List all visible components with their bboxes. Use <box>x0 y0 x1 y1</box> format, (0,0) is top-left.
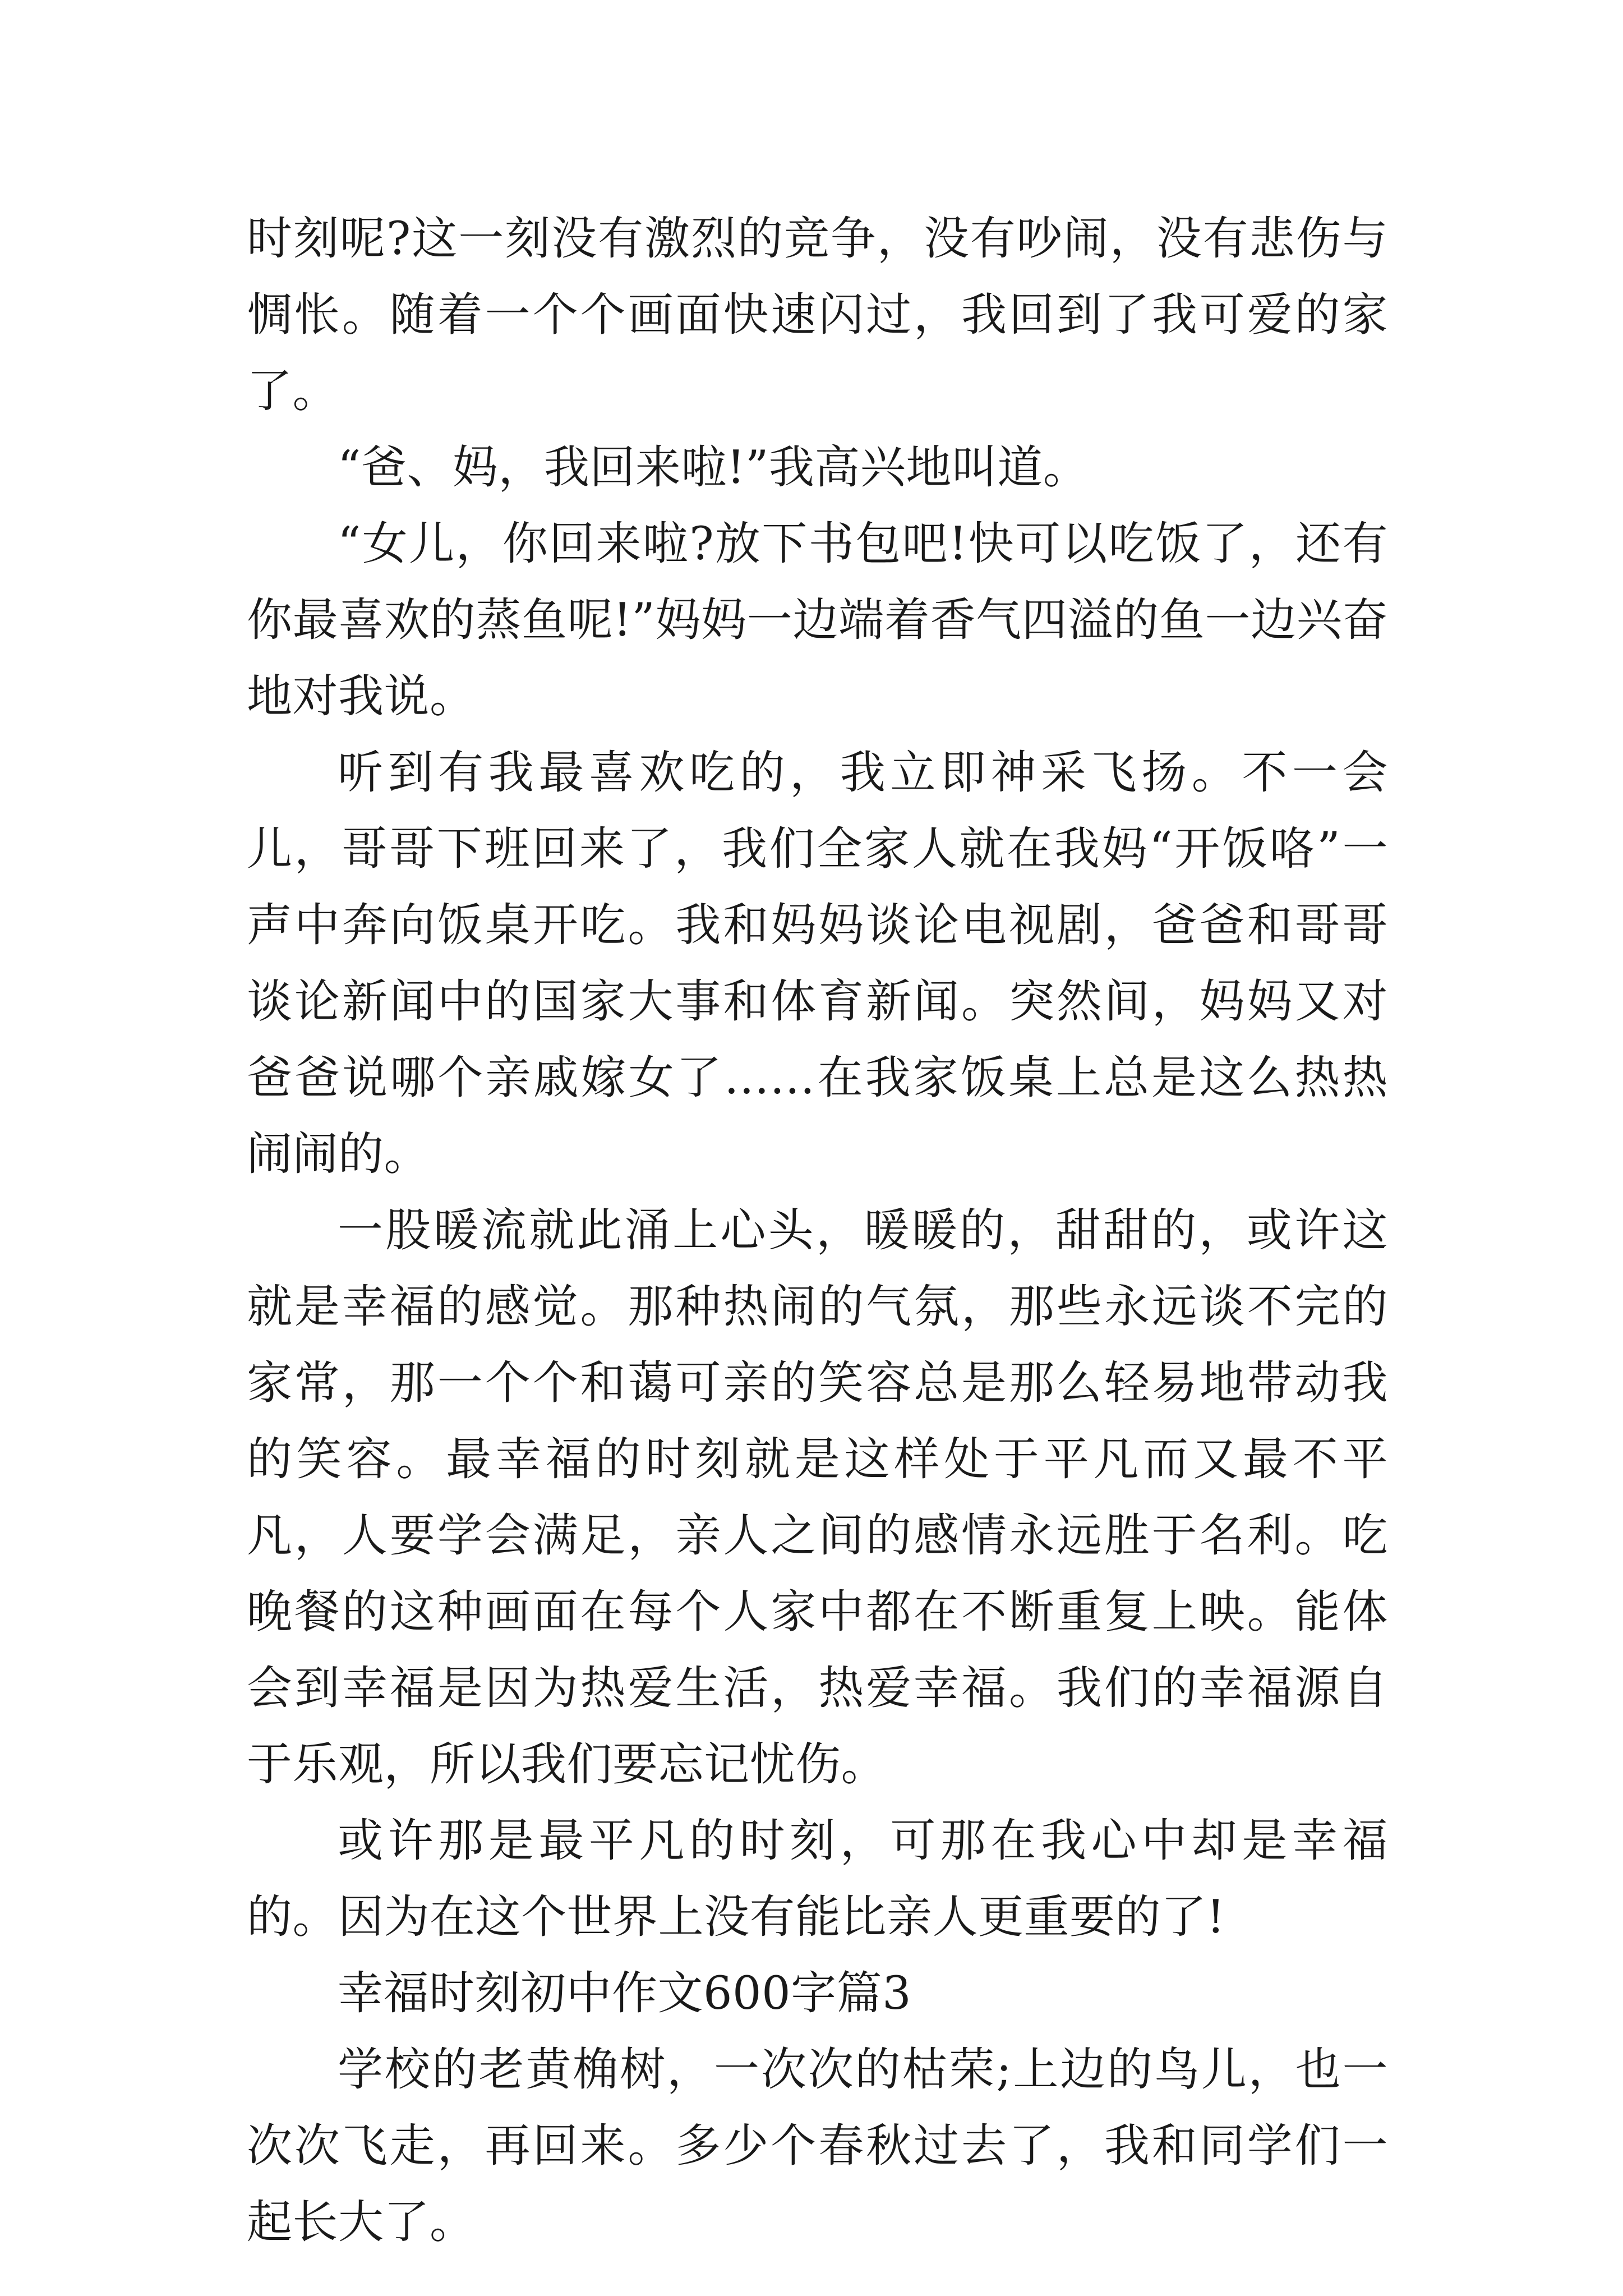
paragraph-7: 学校的老黄桷树，一次次的枯荣;上边的鸟儿，也一次次飞走，再回来。多少个春秋过去了，我和同学们一起长大了。 <box>247 2044 1388 2249</box>
paragraph-2: “爸、妈，我回来啦!”我高兴地叫道。 <box>338 441 1089 494</box>
paragraph-5: 一股暖流就此涌上心头，暖暖的，甜甜的，或许这就是幸福的感觉。那种热闹的气氛，那些永远谈不完的家常，那一个个和蔼可亲的笑容总是那么轻易地带动我的笑容。最幸福的时刻就是这样处于平凡而又最不平凡，人要学会满足，亲人之间的感情永远胜于名利。吃晚餐的这种画面在每个人家中都在不断重复上映。能体会到幸福是因为热爱生活，热爱幸福。我们的幸福源自于乐观，所以我们要忘记忧伤。 <box>247 1204 1388 1791</box>
paragraph-1: 时刻呢?这一刻没有激烈的竞争，没有吵闹，没有悲伤与惆怅。随着一个个画面快速闪过，我回到了我可爱的家了。 <box>247 213 1388 418</box>
paragraph-3: “女儿，你回来啦?放下书包吧!快可以吃饭了，还有你最喜欢的蒸鱼呢!”妈妈一边端着香气四溢的鱼一边兴奋地对我说。 <box>247 518 1388 723</box>
document-body <box>247 201 1388 2261</box>
paragraph-6: 或许那是最平凡的时刻，可那在我心中却是幸福的。因为在这个世界上没有能比亲人更重要的了! <box>247 1815 1388 1944</box>
section-heading: 幸福时刻初中作文600字篇3 <box>338 1967 912 2020</box>
paragraph-4: 听到有我最喜欢吃的，我立即神采飞扬。不一会儿，哥哥下班回来了，我们全家人就在我妈“开饭咯”一声中奔向饭桌开吃。我和妈妈谈论电视剧，爸爸和哥哥谈论新闻中的国家大事和体育新闻。突然间，妈妈又对爸爸说哪个亲戚嫁女了……在我家饭桌上总是这么热热闹闹的。 <box>247 747 1388 1181</box>
